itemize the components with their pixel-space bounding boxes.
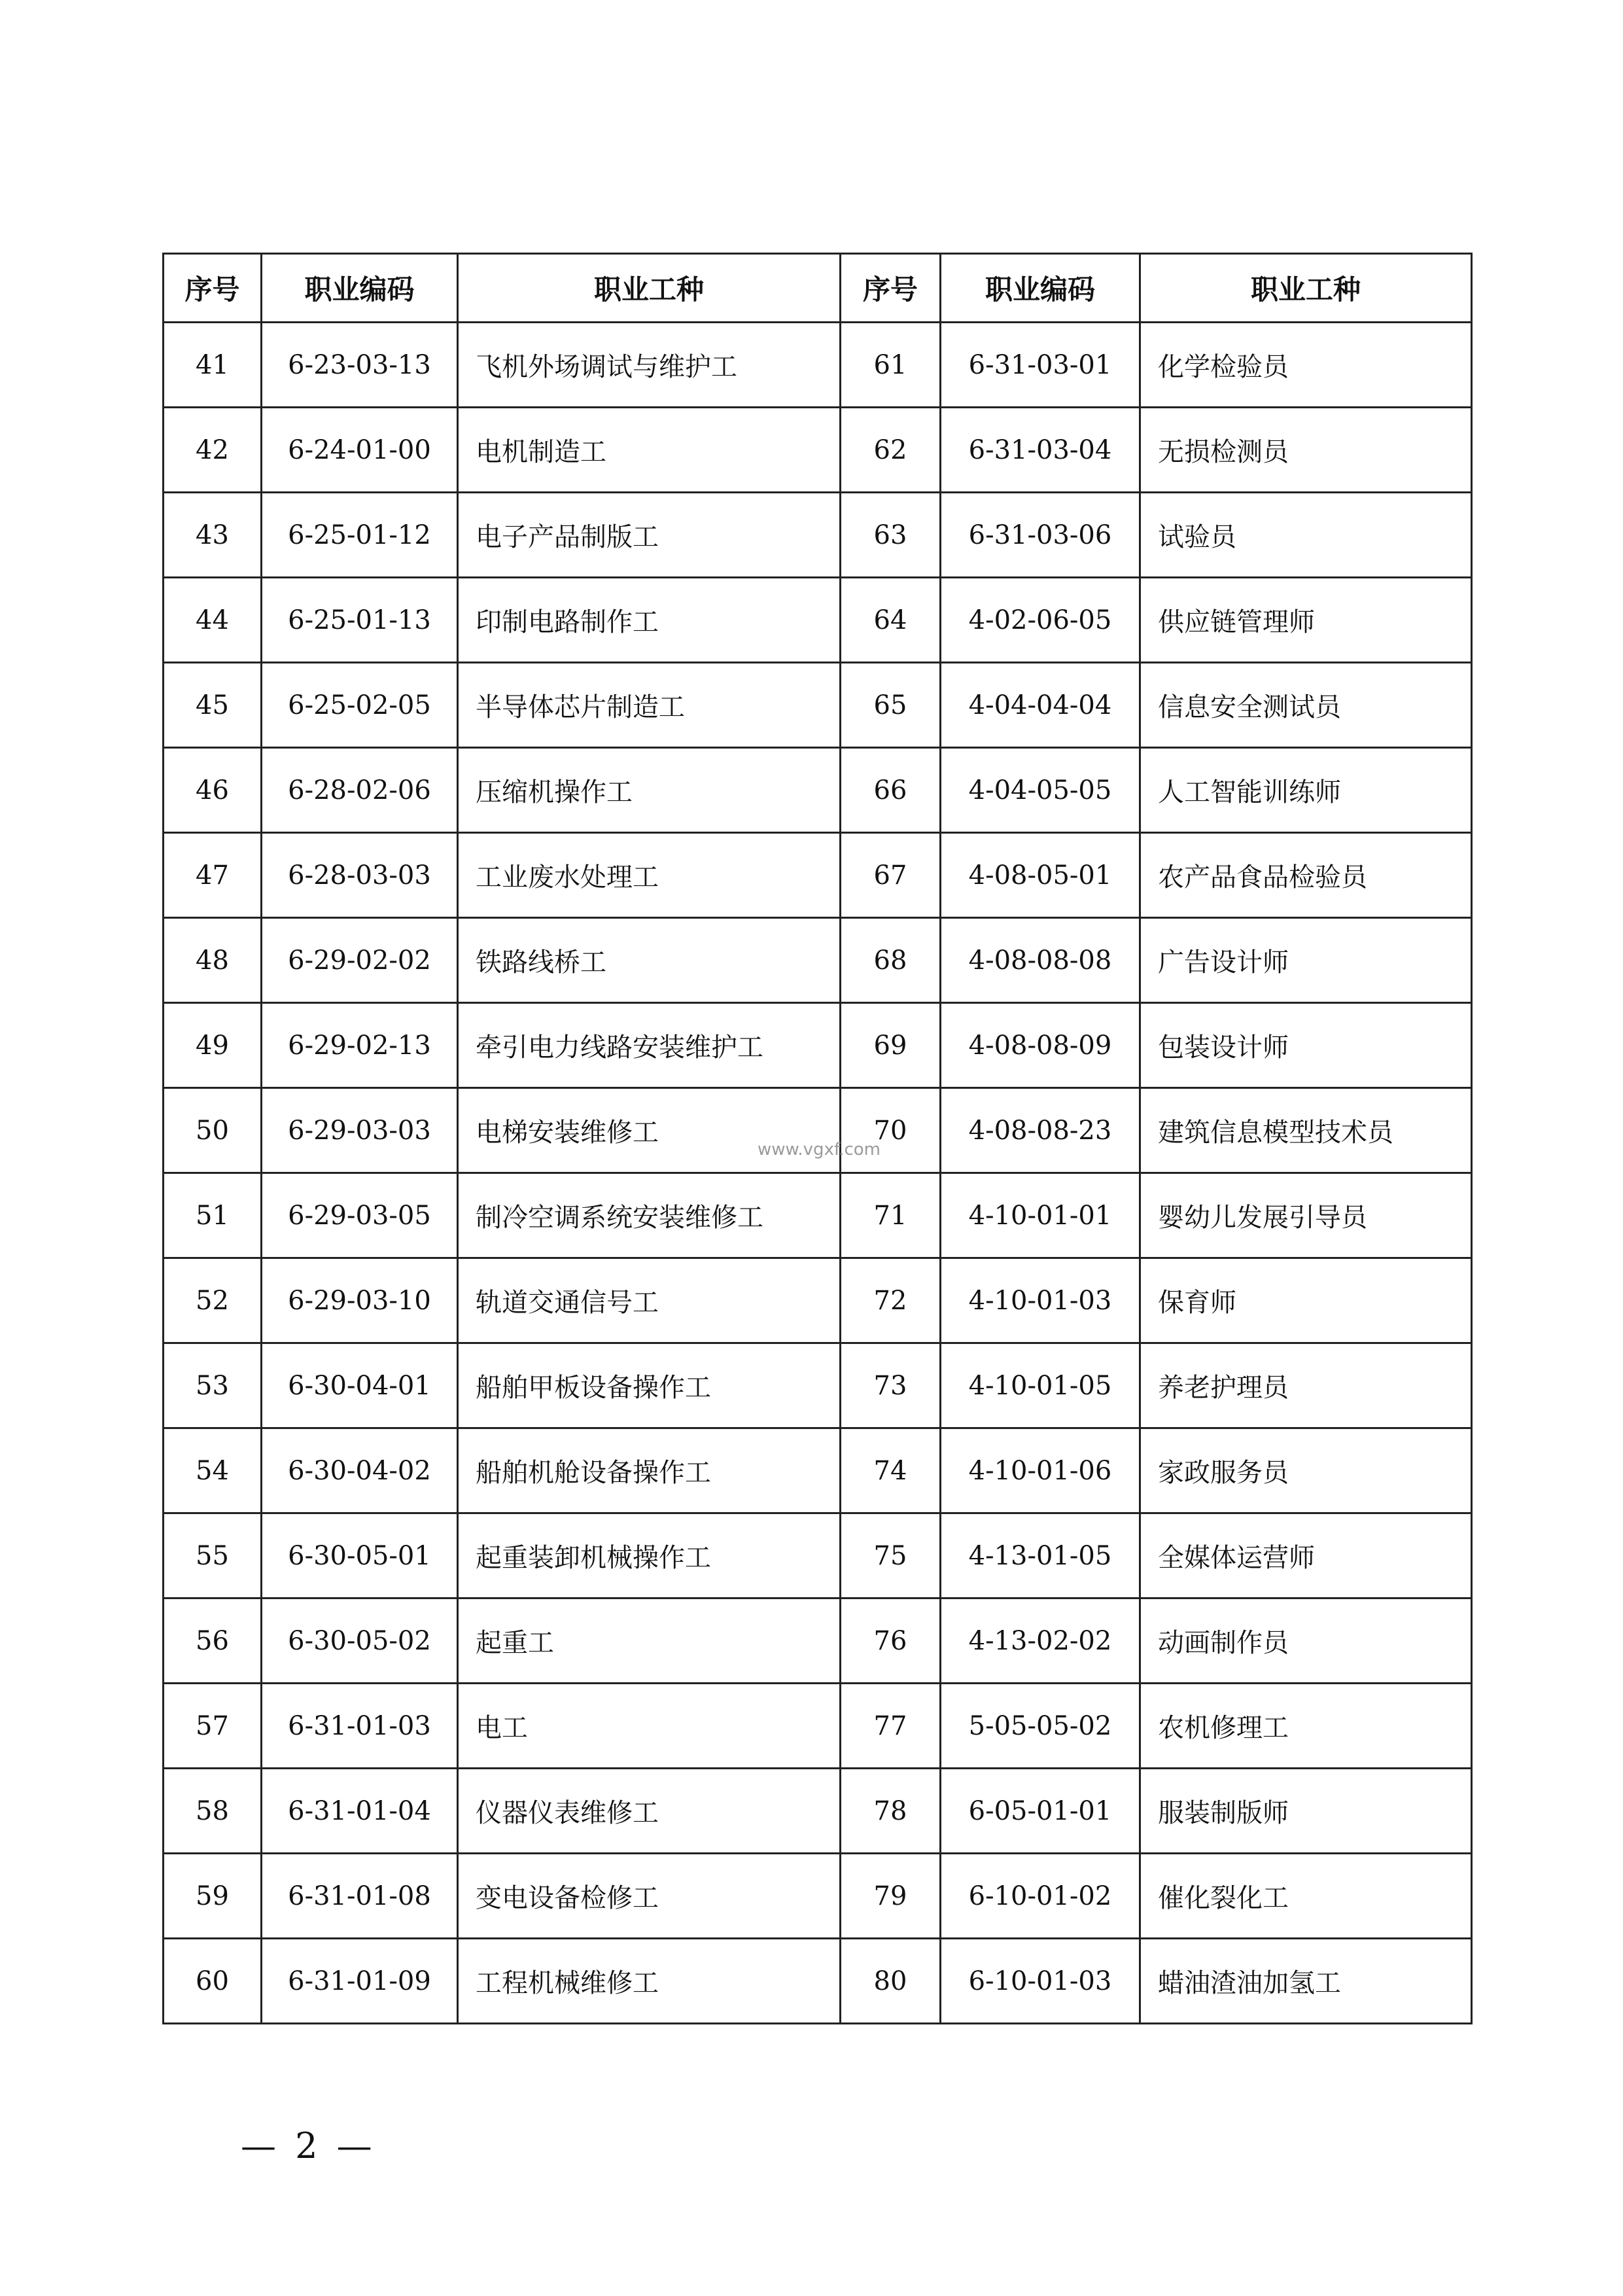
job-cell: 试验员 bbox=[1140, 493, 1472, 578]
job-cell: 人工智能训练师 bbox=[1140, 748, 1472, 833]
code-cell: 6-31-03-04 bbox=[941, 408, 1140, 493]
code-cell: 4-10-01-05 bbox=[941, 1343, 1140, 1428]
job-cell: 轨道交通信号工 bbox=[458, 1258, 841, 1343]
job-cell: 工业废水处理工 bbox=[458, 833, 841, 918]
seq-cell: 51 bbox=[164, 1173, 262, 1258]
seq-cell: 52 bbox=[164, 1258, 262, 1343]
seq-cell: 43 bbox=[164, 493, 262, 578]
job-cell: 制冷空调系统安装维修工 bbox=[458, 1173, 841, 1258]
job-cell: 农产品食品检验员 bbox=[1140, 833, 1472, 918]
job-cell: 变电设备检修工 bbox=[458, 1854, 841, 1939]
job-cell: 信息安全测试员 bbox=[1140, 663, 1472, 748]
seq-cell: 57 bbox=[164, 1684, 262, 1769]
code-cell: 4-10-01-06 bbox=[941, 1428, 1140, 1513]
seq-cell: 70 bbox=[841, 1088, 941, 1173]
code-cell: 6-25-01-13 bbox=[262, 578, 458, 663]
job-cell: 建筑信息模型技术员 bbox=[1140, 1088, 1472, 1173]
table-row bbox=[164, 833, 1472, 918]
job-cell: 包装设计师 bbox=[1140, 1003, 1472, 1088]
seq-cell: 75 bbox=[841, 1513, 941, 1598]
job-cell: 半导体芯片制造工 bbox=[458, 663, 841, 748]
seq-cell: 66 bbox=[841, 748, 941, 833]
seq-cell: 54 bbox=[164, 1428, 262, 1513]
code-cell: 4-13-02-02 bbox=[941, 1598, 1140, 1684]
seq-cell: 42 bbox=[164, 408, 262, 493]
job-cell: 铁路线桥工 bbox=[458, 918, 841, 1003]
table-row bbox=[164, 1343, 1472, 1428]
header-job: 职业工种 bbox=[458, 254, 841, 323]
seq-cell: 48 bbox=[164, 918, 262, 1003]
code-cell: 6-25-02-05 bbox=[262, 663, 458, 748]
job-cell: 船舶机舱设备操作工 bbox=[458, 1428, 841, 1513]
header-job: 职业工种 bbox=[1140, 254, 1472, 323]
seq-cell: 71 bbox=[841, 1173, 941, 1258]
seq-cell: 72 bbox=[841, 1258, 941, 1343]
job-cell: 催化裂化工 bbox=[1140, 1854, 1472, 1939]
seq-cell: 67 bbox=[841, 833, 941, 918]
seq-cell: 50 bbox=[164, 1088, 262, 1173]
code-cell: 6-30-05-01 bbox=[262, 1513, 458, 1598]
job-cell: 供应链管理师 bbox=[1140, 578, 1472, 663]
seq-cell: 58 bbox=[164, 1769, 262, 1854]
job-cell: 全媒体运营师 bbox=[1140, 1513, 1472, 1598]
table-row bbox=[164, 1684, 1472, 1769]
seq-cell: 55 bbox=[164, 1513, 262, 1598]
code-cell: 6-30-04-02 bbox=[262, 1428, 458, 1513]
code-cell: 6-30-05-02 bbox=[262, 1598, 458, 1684]
seq-cell: 68 bbox=[841, 918, 941, 1003]
code-cell: 6-10-01-02 bbox=[941, 1854, 1140, 1939]
job-cell: 起重工 bbox=[458, 1598, 841, 1684]
job-cell: 无损检测员 bbox=[1140, 408, 1472, 493]
code-cell: 4-13-01-05 bbox=[941, 1513, 1140, 1598]
table-row bbox=[164, 493, 1472, 578]
watermark-text: www.vgxf.com bbox=[758, 1140, 881, 1159]
code-cell: 4-04-04-04 bbox=[941, 663, 1140, 748]
job-cell: 养老护理员 bbox=[1140, 1343, 1472, 1428]
job-cell: 服装制版师 bbox=[1140, 1769, 1472, 1854]
seq-cell: 41 bbox=[164, 323, 262, 408]
code-cell: 4-08-05-01 bbox=[941, 833, 1140, 918]
seq-cell: 73 bbox=[841, 1343, 941, 1428]
job-cell: 动画制作员 bbox=[1140, 1598, 1472, 1684]
code-cell: 6-31-03-06 bbox=[941, 493, 1140, 578]
code-cell: 6-29-02-02 bbox=[262, 918, 458, 1003]
seq-cell: 61 bbox=[841, 323, 941, 408]
code-cell: 6-29-02-13 bbox=[262, 1003, 458, 1088]
table-row bbox=[164, 408, 1472, 493]
code-cell: 4-10-01-03 bbox=[941, 1258, 1140, 1343]
seq-cell: 46 bbox=[164, 748, 262, 833]
seq-cell: 77 bbox=[841, 1684, 941, 1769]
job-cell: 电梯安装维修工 bbox=[458, 1088, 841, 1173]
code-cell: 6-28-02-06 bbox=[262, 748, 458, 833]
table-row bbox=[164, 663, 1472, 748]
header-seq: 序号 bbox=[841, 254, 941, 323]
table-row bbox=[164, 1854, 1472, 1939]
table-row bbox=[164, 1428, 1472, 1513]
seq-cell: 62 bbox=[841, 408, 941, 493]
seq-cell: 47 bbox=[164, 833, 262, 918]
seq-cell: 65 bbox=[841, 663, 941, 748]
table-row bbox=[164, 1598, 1472, 1684]
code-cell: 4-10-01-01 bbox=[941, 1173, 1140, 1258]
code-cell: 4-08-08-08 bbox=[941, 918, 1140, 1003]
seq-cell: 64 bbox=[841, 578, 941, 663]
job-cell: 蜡油渣油加氢工 bbox=[1140, 1939, 1472, 2024]
seq-cell: 79 bbox=[841, 1854, 941, 1939]
seq-cell: 49 bbox=[164, 1003, 262, 1088]
job-cell: 船舶甲板设备操作工 bbox=[458, 1343, 841, 1428]
table-row bbox=[164, 1769, 1472, 1854]
code-cell: 6-29-03-10 bbox=[262, 1258, 458, 1343]
job-cell: 压缩机操作工 bbox=[458, 748, 841, 833]
table-row bbox=[164, 1173, 1472, 1258]
code-cell: 6-05-01-01 bbox=[941, 1769, 1140, 1854]
code-cell: 6-10-01-03 bbox=[941, 1939, 1140, 2024]
seq-cell: 44 bbox=[164, 578, 262, 663]
seq-cell: 78 bbox=[841, 1769, 941, 1854]
code-cell: 4-04-05-05 bbox=[941, 748, 1140, 833]
header-code: 职业编码 bbox=[262, 254, 458, 323]
code-cell: 6-31-01-03 bbox=[262, 1684, 458, 1769]
table-header-row bbox=[164, 254, 1472, 323]
seq-cell: 69 bbox=[841, 1003, 941, 1088]
page-number: — 2 — bbox=[241, 2125, 376, 2166]
code-cell: 6-30-04-01 bbox=[262, 1343, 458, 1428]
table-row bbox=[164, 1088, 1472, 1173]
code-cell: 6-29-03-05 bbox=[262, 1173, 458, 1258]
job-cell: 工程机械维修工 bbox=[458, 1939, 841, 2024]
code-cell: 6-29-03-03 bbox=[262, 1088, 458, 1173]
table-row bbox=[164, 1003, 1472, 1088]
seq-cell: 76 bbox=[841, 1598, 941, 1684]
code-cell: 6-23-03-13 bbox=[262, 323, 458, 408]
job-cell: 婴幼儿发展引导员 bbox=[1140, 1173, 1472, 1258]
code-cell: 6-31-01-08 bbox=[262, 1854, 458, 1939]
job-cell: 农机修理工 bbox=[1140, 1684, 1472, 1769]
job-cell: 起重装卸机械操作工 bbox=[458, 1513, 841, 1598]
job-cell: 飞机外场调试与维护工 bbox=[458, 323, 841, 408]
code-cell: 4-02-06-05 bbox=[941, 578, 1140, 663]
job-cell: 保育师 bbox=[1140, 1258, 1472, 1343]
seq-cell: 45 bbox=[164, 663, 262, 748]
code-cell: 6-24-01-00 bbox=[262, 408, 458, 493]
code-cell: 6-25-01-12 bbox=[262, 493, 458, 578]
code-cell: 4-08-08-23 bbox=[941, 1088, 1140, 1173]
job-cell: 电机制造工 bbox=[458, 408, 841, 493]
job-cell: 电子产品制版工 bbox=[458, 493, 841, 578]
table-row bbox=[164, 918, 1472, 1003]
table-row bbox=[164, 748, 1472, 833]
table-row bbox=[164, 323, 1472, 408]
code-cell: 6-28-03-03 bbox=[262, 833, 458, 918]
header-seq: 序号 bbox=[164, 254, 262, 323]
table-row bbox=[164, 1939, 1472, 2024]
job-cell: 广告设计师 bbox=[1140, 918, 1472, 1003]
seq-cell: 80 bbox=[841, 1939, 941, 2024]
job-cell: 家政服务员 bbox=[1140, 1428, 1472, 1513]
seq-cell: 63 bbox=[841, 493, 941, 578]
seq-cell: 59 bbox=[164, 1854, 262, 1939]
header-code: 职业编码 bbox=[941, 254, 1140, 323]
job-cell: 电工 bbox=[458, 1684, 841, 1769]
code-cell: 6-31-03-01 bbox=[941, 323, 1140, 408]
table-row bbox=[164, 1258, 1472, 1343]
seq-cell: 74 bbox=[841, 1428, 941, 1513]
code-cell: 6-31-01-09 bbox=[262, 1939, 458, 2024]
code-cell: 6-31-01-04 bbox=[262, 1769, 458, 1854]
job-cell: 化学检验员 bbox=[1140, 323, 1472, 408]
table-row bbox=[164, 578, 1472, 663]
code-cell: 4-08-08-09 bbox=[941, 1003, 1140, 1088]
seq-cell: 53 bbox=[164, 1343, 262, 1428]
job-cell: 仪器仪表维修工 bbox=[458, 1769, 841, 1854]
occupation-table bbox=[162, 253, 1473, 2024]
job-cell: 印制电路制作工 bbox=[458, 578, 841, 663]
seq-cell: 56 bbox=[164, 1598, 262, 1684]
table-row bbox=[164, 1513, 1472, 1598]
code-cell: 5-05-05-02 bbox=[941, 1684, 1140, 1769]
seq-cell: 60 bbox=[164, 1939, 262, 2024]
job-cell: 牵引电力线路安装维护工 bbox=[458, 1003, 841, 1088]
